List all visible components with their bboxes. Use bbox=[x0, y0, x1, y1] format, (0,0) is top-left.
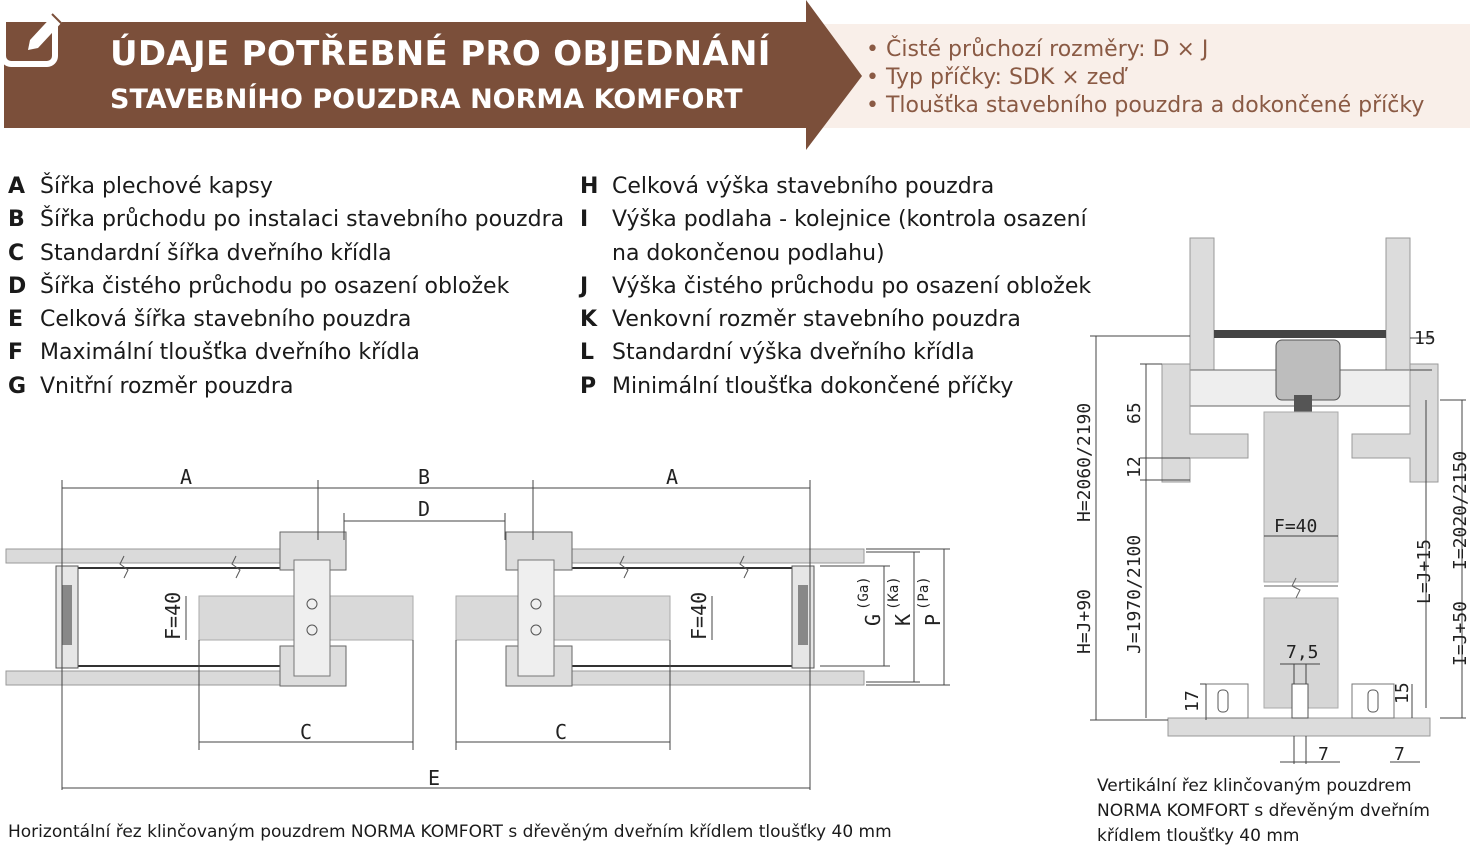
legend-key: J bbox=[580, 273, 589, 299]
legend-text: Minimální tloušťka dokončené příčky bbox=[612, 373, 1014, 399]
dim-label-c-right: C bbox=[555, 720, 568, 744]
title-line-1: ÚDAJE POTŘEBNÉ PRO OBJEDNÁNÍ bbox=[110, 34, 771, 74]
dim-label-p: P bbox=[921, 613, 945, 626]
requirement-item: • Typ příčky: SDK × zeď bbox=[866, 65, 1126, 90]
dim-label-d: D bbox=[418, 497, 431, 521]
legend-key: A bbox=[8, 174, 26, 199]
dim-label-c-left: C bbox=[300, 720, 313, 744]
dim-label-65: 65 bbox=[1124, 402, 1145, 424]
dim-label-p-sup: (Pa) bbox=[916, 576, 932, 610]
dim-label-i-range: I=2020/2150 bbox=[1450, 450, 1471, 570]
legend-text: Výška čistého průchodu po osazení obložek bbox=[612, 273, 1092, 299]
dim-label-k-sup: (Ka) bbox=[886, 576, 902, 610]
dim-label-f40: F=40 bbox=[1274, 516, 1318, 537]
requirement-item: • Tloušťka stavebního pouzdra a dokončené příčky bbox=[866, 93, 1425, 118]
legend-key: G bbox=[8, 373, 27, 399]
legend-text: Šířka čistého průchodu po osazení obložek bbox=[40, 273, 510, 299]
dim-label-j-range: J=1970/2100 bbox=[1124, 534, 1145, 654]
dim-label-15-bottom: 15 bbox=[1392, 682, 1413, 704]
legend-text: Vnitřní rozměr pouzdra bbox=[40, 373, 294, 399]
dim-label-k: K bbox=[891, 613, 915, 626]
legend-text: Celková výška stavebního pouzdra bbox=[612, 174, 995, 199]
dim-label-15-top: 15 bbox=[1414, 328, 1436, 349]
legend-text: Venkovní rozměr stavebního pouzdra bbox=[612, 307, 1021, 333]
legend-text: Šířka průchodu po instalaci stavebního pouzdra bbox=[40, 207, 565, 233]
dim-label-f-right: F=40 bbox=[687, 591, 711, 640]
legend-text: Výška podlaha - kolejnice (kontrola osazení bbox=[612, 207, 1087, 233]
legend-key: P bbox=[580, 373, 597, 399]
legend-key: E bbox=[8, 307, 24, 333]
legend-text: Celková šířka stavebního pouzdra bbox=[40, 307, 412, 333]
legend-text: Šířka plechové kapsy bbox=[40, 174, 273, 199]
dim-label-12: 12 bbox=[1124, 456, 1145, 478]
horizontal-section-drawing bbox=[6, 465, 950, 790]
dim-label-g: G bbox=[861, 613, 885, 626]
legend-text: Maximální tloušťka dveřního křídla bbox=[40, 340, 420, 366]
legend-key: H bbox=[580, 174, 599, 199]
legend-key: F bbox=[8, 340, 24, 366]
dim-label-b: B bbox=[418, 465, 431, 489]
legend-key: I bbox=[580, 207, 589, 233]
legend-text: Standardní šířka dveřního křídla bbox=[40, 240, 392, 266]
horizontal-section-caption: Horizontální řez klinčovaným pouzdrem NORMA KOMFORT s dřevěným dveřním křídlem tloušťky 40 mm bbox=[8, 822, 892, 842]
dim-label-17: 17 bbox=[1182, 690, 1203, 712]
legend-key: L bbox=[580, 340, 595, 366]
legend-text: na dokončenou podlahu) bbox=[612, 240, 885, 266]
legend-text: Standardní výška dveřního křídla bbox=[612, 340, 975, 366]
dim-label-h-total: H=2060/2190 bbox=[1074, 402, 1095, 522]
legend-key: C bbox=[8, 240, 25, 266]
requirement-item: • Čisté průchozí rozměry: D × J bbox=[866, 37, 1209, 62]
dim-label-7-5: 7,5 bbox=[1286, 642, 1319, 663]
dim-label-h-j90: H=J+90 bbox=[1074, 588, 1095, 654]
dim-label-g-sup: (Ga) bbox=[856, 576, 872, 610]
dim-label-f-left: F=40 bbox=[161, 591, 185, 640]
dim-label-e: E bbox=[428, 766, 441, 790]
dim-label-7-a: 7 bbox=[1318, 744, 1329, 765]
dim-label-a-right: A bbox=[666, 465, 679, 489]
dim-label-7-b: 7 bbox=[1394, 744, 1405, 765]
legend-key: D bbox=[8, 273, 27, 299]
legend-key: B bbox=[8, 207, 25, 233]
dim-label-l-j15: L=J+15 bbox=[1414, 538, 1435, 604]
dim-label-i-j50: I=J+50 bbox=[1450, 600, 1471, 666]
title-line-2: STAVEBNÍHO POUZDRA NORMA KOMFORT bbox=[110, 84, 743, 115]
vertical-section-drawing bbox=[1074, 238, 1471, 765]
vertical-section-caption: Vertikální řez klinčovaným pouzdrem NORMA KOMFORT s dřevěným dveřním křídlem tloušťky 40 mm bbox=[1097, 776, 1430, 846]
dim-label-a-left: A bbox=[180, 465, 193, 489]
legend-key: K bbox=[580, 307, 598, 333]
